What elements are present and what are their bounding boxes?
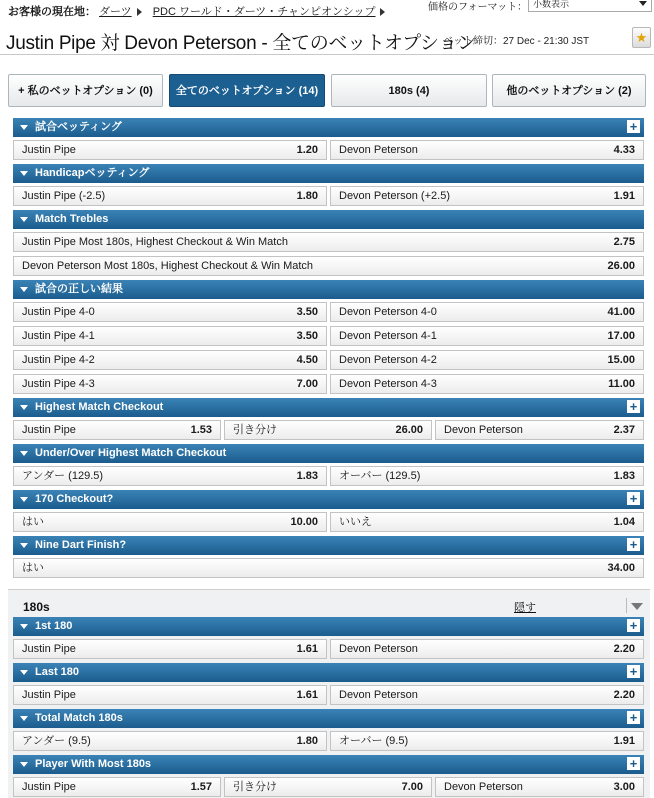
- add-plus-icon[interactable]: +: [627, 400, 640, 413]
- odds-cell[interactable]: [13, 420, 221, 440]
- add-plus-icon[interactable]: +: [627, 492, 640, 505]
- selection-name: Justin Pipe Most 180s, Highest Checkout & Win Match: [22, 236, 288, 248]
- market-header[interactable]: [13, 490, 644, 509]
- selection-name: Devon Peterson 4-0: [339, 306, 437, 318]
- selection-name: アンダー (9.5): [22, 735, 91, 747]
- collapse-button[interactable]: [626, 598, 645, 613]
- odds-cell[interactable]: [13, 232, 644, 252]
- odds-cell[interactable]: [435, 777, 644, 797]
- selection-name: Devon Peterson 4-3: [339, 378, 437, 390]
- odds-value: 26.00: [395, 424, 423, 436]
- breadcrumb-label: お客様の現在地：: [8, 6, 96, 18]
- odds-value: 3.50: [296, 330, 318, 342]
- selection-name: Justin Pipe: [22, 689, 76, 701]
- selection-name: オーバー (129.5): [339, 470, 421, 482]
- odds-cell[interactable]: [13, 374, 327, 394]
- odds-value: 1.83: [613, 470, 635, 482]
- odds-value: 1.61: [296, 643, 318, 655]
- market-header[interactable]: [13, 280, 644, 299]
- selection-name: Devon Peterson 4-1: [339, 330, 437, 342]
- market-title: 1st 180: [35, 620, 73, 632]
- odds-value: 1.57: [190, 781, 212, 793]
- selection-name: オーバー (9.5): [339, 735, 409, 747]
- odds-value: 34.00: [607, 562, 635, 574]
- odds-value: 2.37: [613, 424, 635, 436]
- breadcrumb-link-championship[interactable]: PDC ワールド・ダーツ・チャンピオンシップ: [152, 6, 376, 18]
- top-bar: [0, 0, 654, 22]
- market-header[interactable]: [13, 755, 644, 774]
- breadcrumb-link-darts[interactable]: ダーツ: [99, 6, 132, 18]
- selection-name: Devon Peterson: [339, 689, 418, 701]
- add-plus-icon[interactable]: +: [627, 120, 640, 133]
- odds-value: 15.00: [607, 354, 635, 366]
- odds-cell[interactable]: [13, 777, 221, 797]
- selection-name: Justin Pipe 4-1: [22, 330, 95, 342]
- odds-value: 7.00: [401, 781, 423, 793]
- odds-cell[interactable]: [330, 731, 644, 751]
- market-header[interactable]: [13, 617, 644, 636]
- market-title: Nine Dart Finish?: [35, 539, 127, 551]
- odds-cell[interactable]: [13, 466, 327, 486]
- market-title: Highest Match Checkout: [35, 401, 164, 413]
- odds-cell[interactable]: [330, 140, 644, 160]
- tab-other-bet-options[interactable]: 他のベットオプション (2): [492, 74, 646, 107]
- collapse-triangle-icon: [20, 217, 28, 222]
- collapse-triangle-icon: [20, 171, 28, 176]
- odds-cell[interactable]: [13, 302, 327, 322]
- chevron-down-icon: [631, 603, 643, 610]
- add-plus-icon[interactable]: +: [627, 619, 640, 632]
- odds-value: 11.00: [608, 378, 635, 390]
- odds-value: 1.80: [296, 190, 318, 202]
- odds-value: 10.00: [290, 516, 318, 528]
- odds-value: 3.00: [613, 781, 635, 793]
- selection-name: Devon Peterson: [339, 643, 418, 655]
- selection-name: Justin Pipe: [22, 424, 76, 436]
- market-header[interactable]: [13, 210, 644, 229]
- odds-cell[interactable]: [13, 326, 327, 346]
- market-header[interactable]: [13, 663, 644, 682]
- market-header[interactable]: [13, 118, 644, 137]
- market-title: Handicapベッティング: [35, 167, 150, 179]
- odds-cell[interactable]: [13, 256, 644, 276]
- selection-name: Justin Pipe: [22, 643, 76, 655]
- odds-cell[interactable]: [13, 731, 327, 751]
- add-plus-icon[interactable]: +: [627, 665, 640, 678]
- odds-cell[interactable]: [224, 777, 432, 797]
- odds-value: 1.20: [296, 144, 318, 156]
- collapse-triangle-icon: [20, 762, 28, 767]
- tab-all-bet-options[interactable]: 全てのベットオプション (14): [169, 74, 325, 107]
- odds-cell[interactable]: [13, 685, 327, 705]
- odds-cell[interactable]: [330, 374, 644, 394]
- odds-value: 41.00: [607, 306, 635, 318]
- group-180s-title: 180s: [23, 600, 50, 614]
- odds-value: 1.04: [613, 516, 635, 528]
- tab-my-bet-options[interactable]: + 私のベットオプション (0): [8, 74, 163, 107]
- selection-name: 引き分け: [233, 781, 277, 793]
- favorite-star-icon[interactable]: ★: [632, 27, 651, 48]
- odds-cell[interactable]: [13, 186, 327, 206]
- collapse-triangle-icon: [20, 670, 28, 675]
- odds-value: 17.00: [607, 330, 635, 342]
- odds-value: 1.53: [190, 424, 212, 436]
- odds-cell[interactable]: [13, 512, 327, 532]
- market-title: Match Trebles: [35, 213, 109, 225]
- odds-value: 3.50: [296, 306, 318, 318]
- add-plus-icon[interactable]: +: [627, 538, 640, 551]
- collapse-triangle-icon: [20, 451, 28, 456]
- market-title: 試合の正しい結果: [35, 283, 123, 295]
- market-header[interactable]: [13, 164, 644, 183]
- collapse-triangle-icon: [20, 716, 28, 721]
- odds-value: 26.00: [607, 260, 635, 272]
- hide-group-link[interactable]: 隠す: [514, 602, 536, 614]
- selection-name: アンダー (129.5): [22, 470, 104, 482]
- selection-name: Devon Peterson: [444, 424, 523, 436]
- odds-value: 2.20: [613, 643, 635, 655]
- tab-180s[interactable]: 180s (4): [331, 74, 487, 107]
- odds-value: 2.20: [613, 689, 635, 701]
- market-title: Last 180: [35, 666, 80, 678]
- collapse-triangle-icon: [20, 287, 28, 292]
- add-plus-icon[interactable]: +: [627, 757, 640, 770]
- odds-cell[interactable]: [330, 326, 644, 346]
- odds-cell[interactable]: [330, 466, 644, 486]
- market-header[interactable]: [13, 444, 644, 463]
- bet-closing-time: ベット締切：27 Dec - 21:30 JST: [443, 36, 590, 47]
- page-title: Justin Pipe 対 Devon Peterson - 全てのベットオプション: [6, 33, 476, 54]
- market-header[interactable]: [13, 709, 644, 728]
- odds-cell[interactable]: [13, 350, 327, 370]
- odds-value: 1.80: [296, 735, 318, 747]
- odds-value: 4.33: [613, 144, 635, 156]
- market-title: Total Match 180s: [35, 712, 123, 724]
- market-title: Under/Over Highest Match Checkout: [35, 447, 227, 459]
- selection-name: Justin Pipe 4-2: [22, 354, 95, 366]
- selection-name: Devon Peterson: [339, 144, 418, 156]
- selection-name: Justin Pipe 4-0: [22, 306, 95, 318]
- odds-format-select[interactable]: [528, 0, 652, 12]
- collapse-triangle-icon: [20, 125, 28, 130]
- odds-cell[interactable]: [13, 140, 327, 160]
- odds-value: 2.75: [613, 236, 635, 248]
- market-title: Player With Most 180s: [35, 758, 152, 770]
- add-plus-icon[interactable]: +: [627, 711, 640, 724]
- odds-format-label: 価格のフォーマット：: [428, 2, 528, 13]
- odds-cell[interactable]: [330, 302, 644, 322]
- market-tabs: [8, 74, 646, 108]
- selection-name: はい: [22, 562, 44, 574]
- odds-cell[interactable]: [224, 420, 432, 440]
- odds-value: 1.91: [613, 190, 635, 202]
- collapse-triangle-icon: [20, 624, 28, 629]
- odds-cell[interactable]: [435, 420, 644, 440]
- odds-value: 1.61: [296, 689, 318, 701]
- odds-value: 1.83: [296, 470, 318, 482]
- selection-name: Devon Peterson (+2.5): [339, 190, 450, 202]
- odds-cell[interactable]: [330, 639, 644, 659]
- collapse-triangle-icon: [20, 405, 28, 410]
- market-header[interactable]: [13, 536, 644, 555]
- odds-cell[interactable]: [330, 685, 644, 705]
- odds-value: 1.91: [613, 735, 635, 747]
- breadcrumb-arrow-icon: [137, 8, 142, 16]
- odds-cell[interactable]: [330, 350, 644, 370]
- selection-name: Devon Peterson 4-2: [339, 354, 437, 366]
- odds-cell[interactable]: [13, 558, 644, 578]
- collapse-triangle-icon: [20, 497, 28, 502]
- selection-name: 引き分け: [233, 424, 277, 436]
- selection-name: はい: [22, 516, 44, 528]
- event-header: [0, 22, 654, 55]
- odds-value: 4.50: [296, 354, 318, 366]
- odds-format-value: 小数表示: [533, 0, 570, 9]
- collapse-triangle-icon: [20, 543, 28, 548]
- breadcrumb: [8, 3, 393, 19]
- odds-cell[interactable]: [13, 639, 327, 659]
- breadcrumb-arrow-icon: [380, 8, 385, 16]
- selection-name: Devon Peterson Most 180s, Highest Checkout & Win Match: [22, 260, 314, 272]
- market-header[interactable]: [13, 398, 644, 417]
- odds-value: 7.00: [296, 378, 318, 390]
- selection-name: Justin Pipe (-2.5): [22, 190, 106, 202]
- odds-cell[interactable]: [330, 186, 644, 206]
- market-title: 試合ベッティング: [35, 121, 122, 133]
- selection-name: いいえ: [339, 516, 372, 528]
- selection-name: Justin Pipe 4-3: [22, 378, 95, 390]
- selection-name: Justin Pipe: [22, 781, 76, 793]
- market-title: 170 Checkout?: [35, 493, 114, 505]
- selection-name: Devon Peterson: [444, 781, 523, 793]
- chevron-down-icon: [639, 1, 647, 6]
- odds-cell[interactable]: [330, 512, 644, 532]
- selection-name: Justin Pipe: [22, 144, 76, 156]
